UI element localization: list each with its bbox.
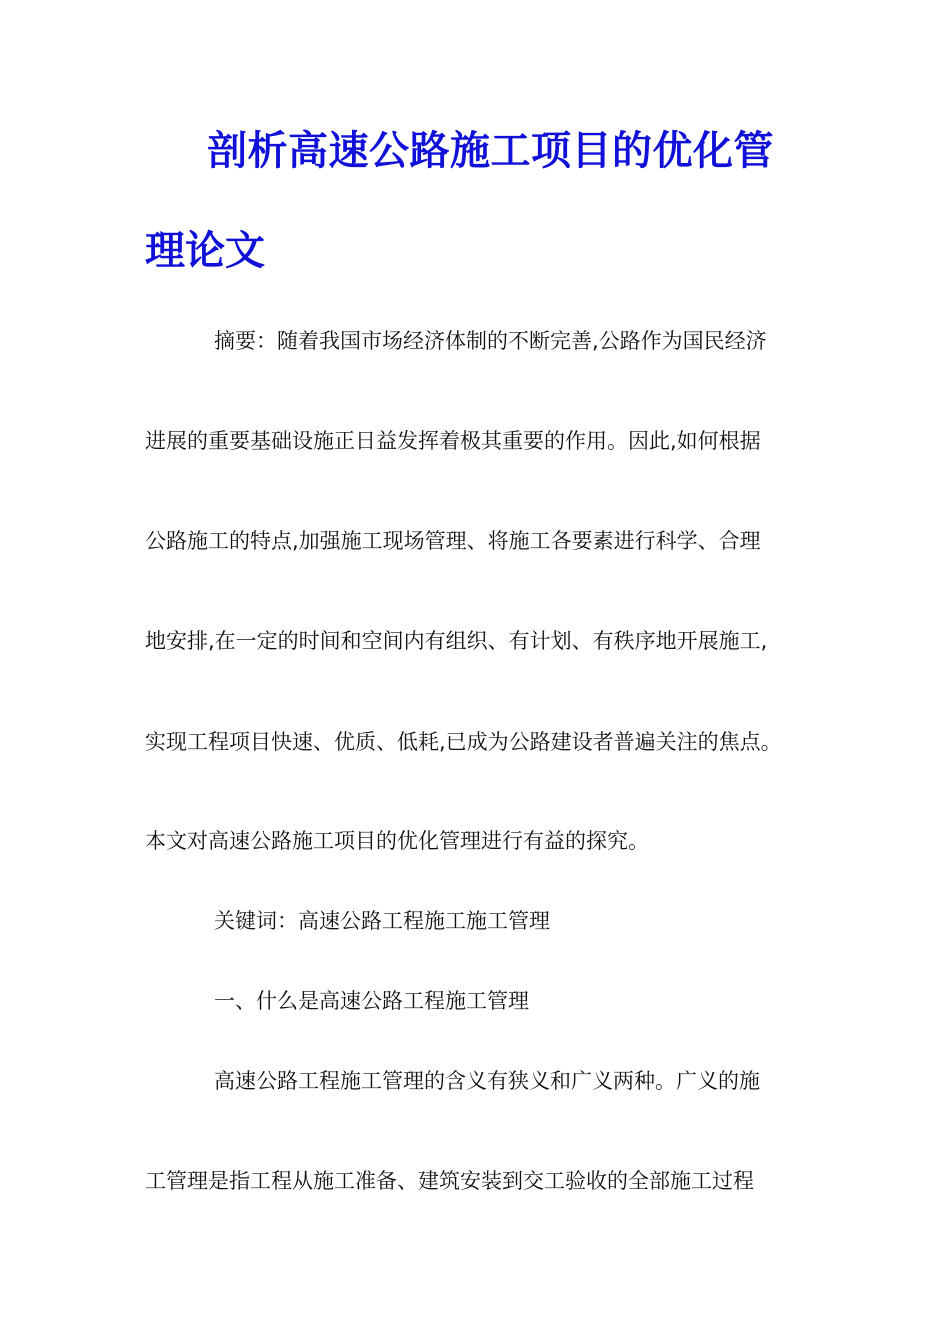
body-paragraph-line: 高速公路工程施工管理的含义有狭义和广义两种。广义的施 bbox=[214, 1069, 760, 1093]
abstract-line: 地安排,在一定的时间和空间内有组织、有计划、有秩序地开展施工, bbox=[145, 629, 768, 653]
document-title-line-1: 剖析高速公路施工项目的优化管 bbox=[207, 127, 774, 174]
keywords-line: 关键词：高速公路工程施工施工管理 bbox=[214, 909, 550, 933]
document-title-line-2: 理论文 bbox=[145, 227, 265, 274]
abstract-line: 公路施工的特点,加强施工现场管理、将施工各要素进行科学、合理 bbox=[145, 529, 761, 553]
abstract-line: 实现工程项目快速、优质、低耗,已成为公路建设者普遍关注的焦点。 bbox=[145, 730, 782, 754]
abstract-line: 本文对高速公路施工项目的优化管理进行有益的探究。 bbox=[145, 829, 649, 853]
abstract-line: 进展的重要基础设施正日益发挥着极其重要的作用。因此,如何根据 bbox=[145, 429, 761, 453]
section-heading: 一、什么是高速公路工程施工管理 bbox=[214, 989, 529, 1013]
abstract-line: 摘要：随着我国市场经济体制的不断完善,公路作为国民经济 bbox=[214, 329, 767, 353]
body-paragraph-line: 工管理是指工程从施工准备、建筑安装到交工验收的全部施工过程 bbox=[145, 1169, 754, 1193]
